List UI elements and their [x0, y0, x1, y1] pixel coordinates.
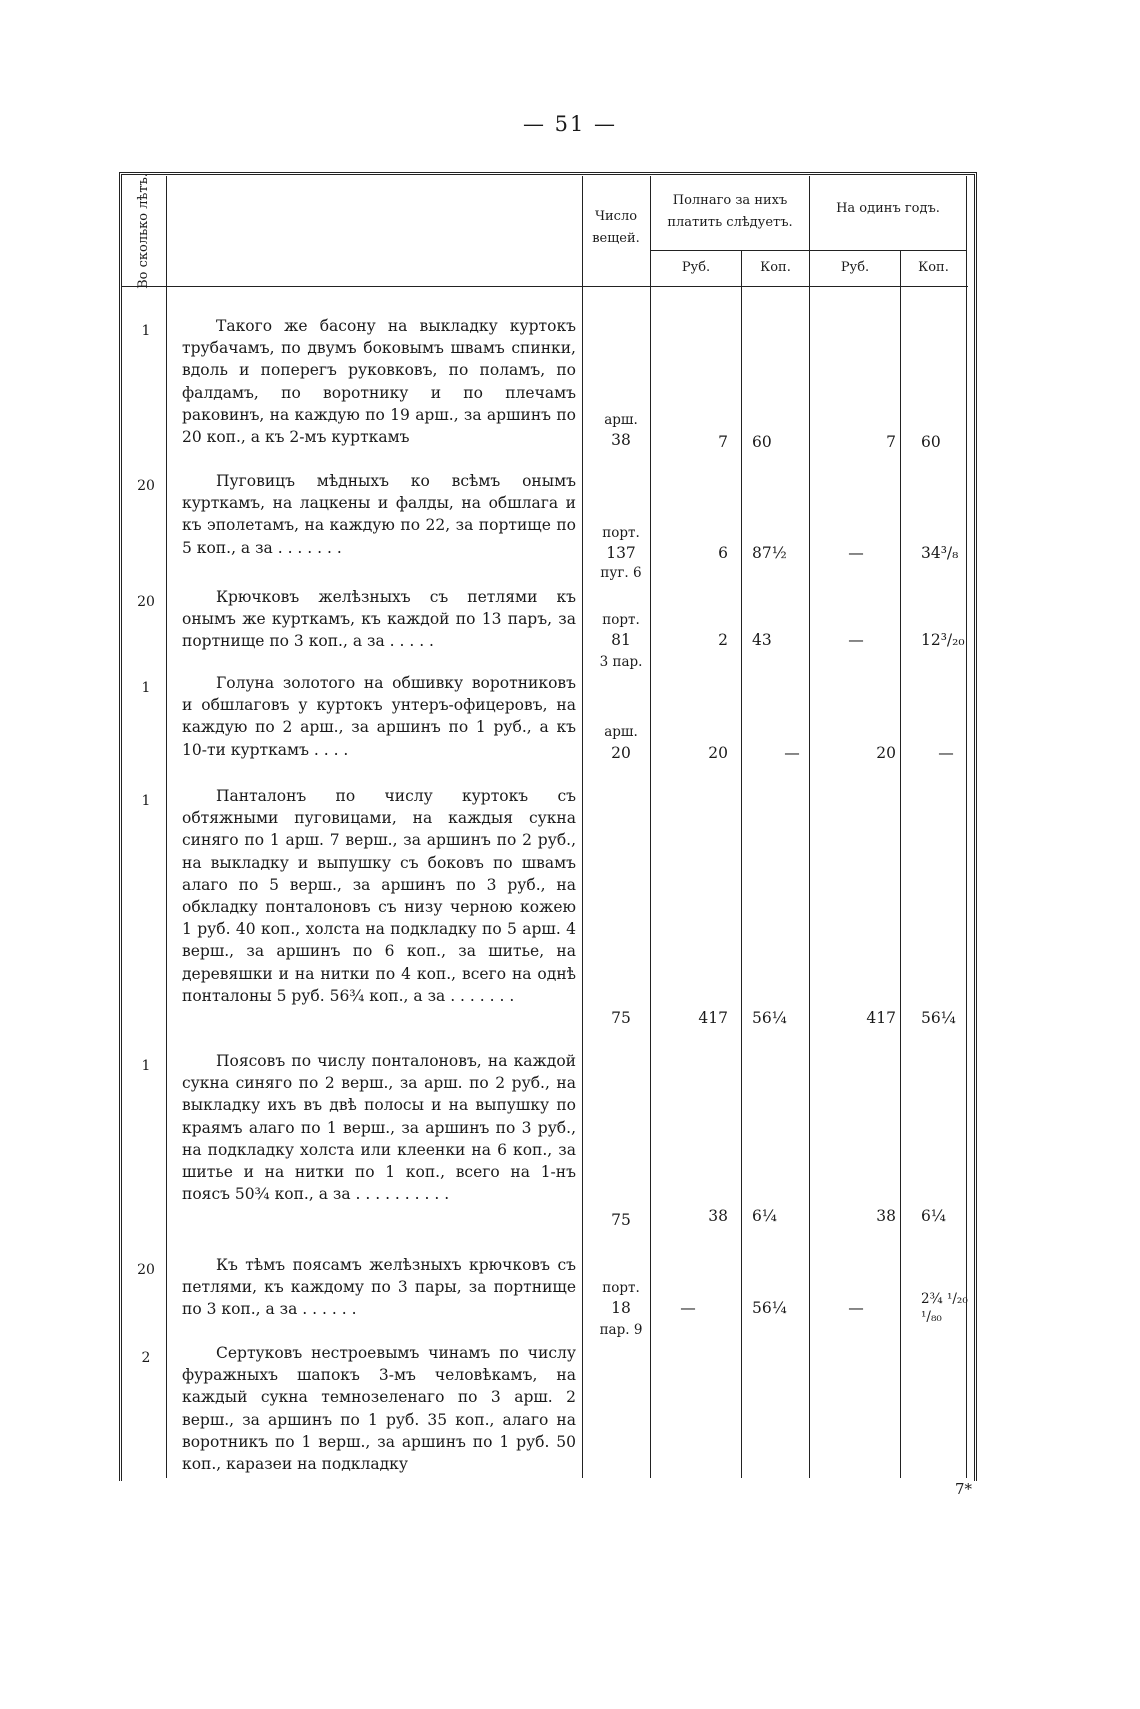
row-description: Къ тѣмъ поясамъ желѣзныхъ крючковъ съ петлями, къ каждому по 3 пары, за портнище по 3 коп., а за . . . . . .	[182, 1256, 576, 1319]
row-unit-extra: пар. 9	[599, 1322, 643, 1338]
row-full-kop: 56¼	[752, 1009, 787, 1027]
row-full-kop: —	[784, 744, 800, 762]
rule-year	[966, 176, 967, 1478]
row-full-kop: 60	[752, 433, 772, 451]
row-unit: порт.	[602, 525, 640, 541]
header-per-year: На одинъ годъ.	[836, 201, 940, 216]
row-year-kop: 2¾ ¹/₂₀ ¹/₈₀	[921, 1291, 968, 1325]
row-unit-extra: 3 пар.	[599, 654, 643, 670]
row-year-rub: —	[848, 544, 864, 562]
row-description: Поясовъ по числу понталоновъ, на каждой сукна синяго по 2 верш., за арш. по 2 руб., на выкладку ихъ въ двѣ полосы и на выпушку по краямъ алаго по 1 верш., за аршинъ по 3 руб., на подкладку холста или клеенки на 6 коп., за шитье и на нитки по 1 коп., всего на 1-нъ поясъ 50¾ коп., а за . . . . . . . . . .	[182, 1052, 576, 1204]
row-count: 38	[611, 431, 631, 449]
row-years: 20	[137, 1262, 155, 1278]
row-description: Крючковъ желѣзныхъ съ петлями къ онымъ же курткамъ, къ каждой по 13 паръ, за портнище по 3 коп., а за . . . . .	[182, 588, 576, 651]
row-year-kop: 6¼	[921, 1207, 946, 1225]
row-year-rub: 417	[866, 1009, 896, 1027]
row-year-rub: 38	[876, 1207, 896, 1225]
row-year-rub: 7	[886, 433, 896, 451]
row-years: 2	[141, 1350, 151, 1366]
row-year-rub: 20	[876, 744, 896, 762]
signature-mark: 7*	[955, 1480, 973, 1498]
header-full-pay: Полнаго за нихъ платить слѣдуетъ.	[667, 193, 793, 230]
row-description: Пуговицъ мѣдныхъ ко всѣмъ онымъ курткамъ, на лацкены и фалды, на обшлага и къ эполетамъ, на каждую по 22, за портище по 5 коп., а за . . . . . . .	[182, 472, 576, 557]
row-year-kop: 56¼	[921, 1009, 956, 1027]
row-full-rub: 6	[718, 544, 728, 562]
row-description: Голуна золотого на обшивку воротниковъ и обшлаговъ у куртокъ унтеръ-офицеровъ, на каждую по 2 арш., за аршинъ по 1 руб., а къ 10-ти курткамъ . . . .	[182, 674, 576, 759]
row-full-rub: 2	[718, 631, 728, 649]
row-year-rub: —	[848, 1299, 864, 1317]
row-count: 137	[606, 544, 636, 562]
row-description: Сертуковъ нестроевымъ чинамъ по числу фуражныхъ шапокъ 3-мъ человѣкамъ, на каждый сукна темнозеленаго по 3 арш. 2 верш., за аршинъ по 1 руб. 35 коп., алаго на воротникъ по 1 верш., за аршинъ по 1 руб. 50 коп., каразеи на подкладку	[182, 1344, 576, 1474]
row-years: 1	[141, 793, 151, 809]
row-count: 75	[611, 1009, 631, 1027]
row-full-kop: 87½	[752, 544, 787, 562]
row-count: 81	[611, 631, 631, 649]
header-year-kop: Коп.	[918, 260, 949, 275]
row-unit: арш.	[604, 724, 638, 740]
row-unit: арш.	[604, 412, 638, 428]
row-full-kop: 56¼	[752, 1299, 787, 1317]
header-count: Число вещей.	[592, 209, 640, 246]
page-number: — 51 —	[522, 112, 618, 136]
row-full-rub: 7	[718, 433, 728, 451]
row-years: 20	[137, 594, 155, 610]
header-full-rub: Руб.	[681, 260, 711, 275]
row-unit: порт.	[602, 612, 640, 628]
rule-header-bottom	[122, 286, 968, 287]
row-years: 1	[141, 1058, 151, 1074]
header-years: Во сколько лѣтъ.	[136, 173, 151, 289]
row-year-kop: 34³/₈	[921, 544, 959, 562]
rule-year-rub	[900, 250, 901, 1478]
row-year-rub: —	[848, 631, 864, 649]
row-full-kop: 6¼	[752, 1207, 777, 1225]
row-year-kop: 12³/₂₀	[921, 631, 965, 649]
row-years: 1	[141, 323, 151, 339]
header-year-rub: Руб.	[840, 260, 870, 275]
rule-desc	[582, 176, 583, 1478]
row-unit: порт.	[602, 1280, 640, 1296]
row-description: Панталонъ по числу куртокъ съ обтяжными пуговицами, на каждыя сукна синяго по 1 арш. 7 верш., за аршинъ по 2 руб., на выкладку и выпушку съ боковъ по швамъ алаго по 5 верш., за аршинъ по 3 руб., на обкладку понталоновъ съ низу черною кожею 1 руб. 40 коп., холста на подкладку по 5 арш. 4 верш., за аршинъ по 6 коп., за шитье, на деревяшки и на нитки по 4 коп., всего на однѣ понталоны 5 руб. 56¾ коп., а за . . . . . . .	[182, 787, 576, 1005]
rule-full-rub	[741, 250, 742, 1478]
row-full-kop: 43	[752, 631, 772, 649]
rule-full	[809, 176, 810, 1478]
row-description: Такого же басону на выкладку куртокъ трубачамъ, по двумъ боковымъ швамъ спинки, вдоль и поперегъ руковковъ, по поламъ, по фалдамъ, по воротнику и по плечамъ раковинъ, на каждую по 19 арш., за аршинъ по 20 коп., а къ 2-мъ курткамъ	[182, 317, 576, 447]
row-count: 75	[611, 1211, 631, 1229]
header-full-kop: Коп.	[760, 260, 791, 275]
row-full-rub: 38	[708, 1207, 728, 1225]
row-full-rub: —	[680, 1299, 696, 1317]
row-count: 20	[611, 744, 631, 762]
row-unit-extra: пуг. 6	[600, 565, 642, 581]
row-years: 20	[137, 478, 155, 494]
row-years: 1	[141, 680, 151, 696]
row-year-kop: 60	[921, 433, 941, 451]
rule-years	[166, 176, 167, 1478]
rule-subheader	[650, 250, 966, 251]
row-full-rub: 417	[698, 1009, 728, 1027]
row-count: 18	[611, 1299, 631, 1317]
row-year-kop: —	[938, 744, 954, 762]
row-full-rub: 20	[708, 744, 728, 762]
